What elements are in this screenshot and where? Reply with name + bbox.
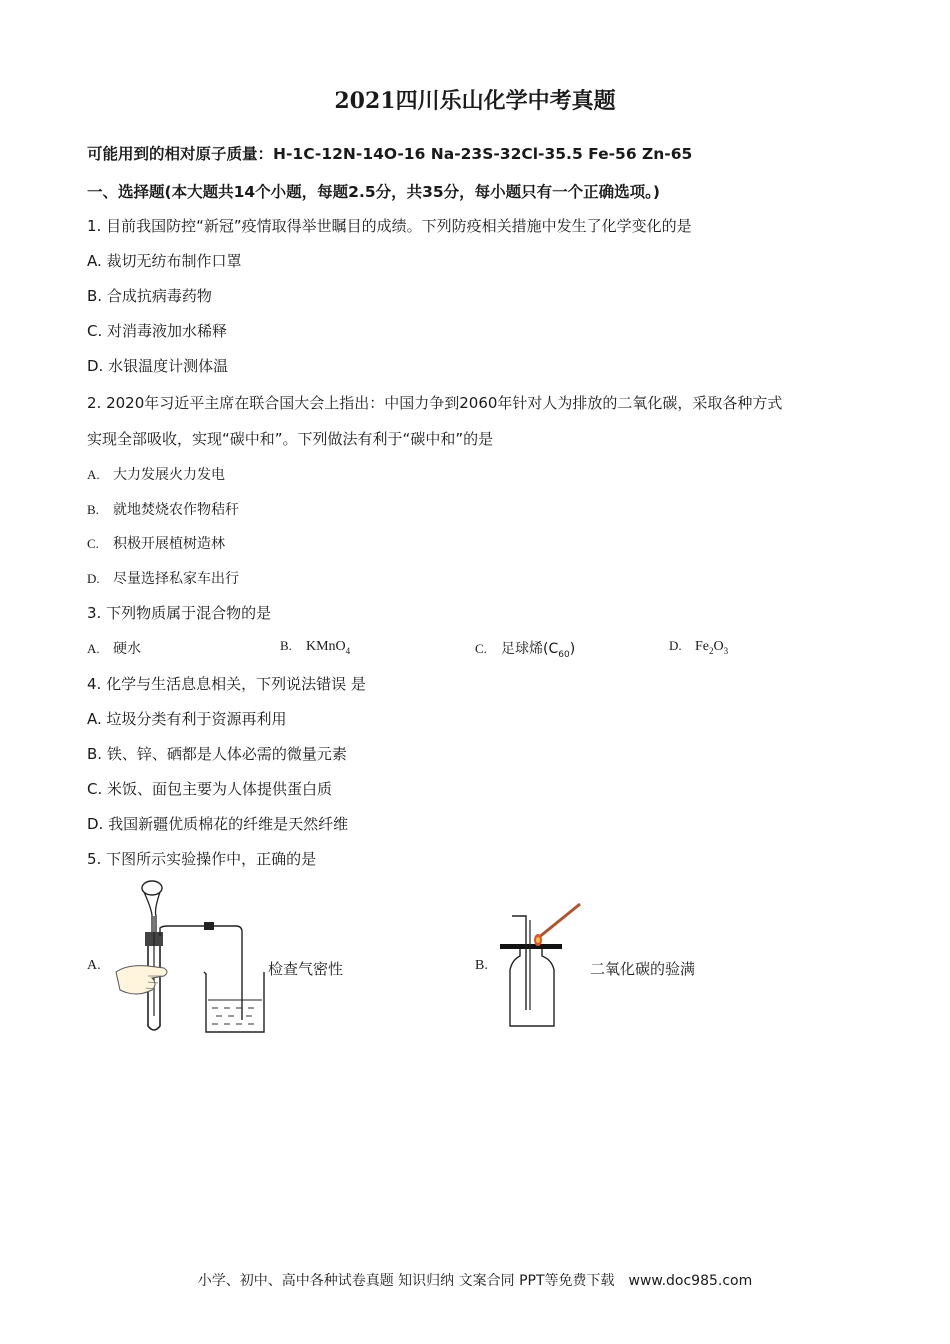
question-5-option-a-label: A. <box>87 958 101 973</box>
option-label: C. <box>87 536 99 551</box>
question-4-option-c: C. 米饭、面包主要为人体提供蛋白质 <box>87 780 333 798</box>
option-text: 大力发展火力发电 <box>113 467 225 483</box>
question-4-stem: 4. 化学与生活息息相关，下列说法错误 是 <box>87 675 366 693</box>
option-label: B. <box>280 638 292 653</box>
section-heading: 一、选择题(本大题共14个小题，每题2.5分，共35分，每小题只有一个正确选项。) <box>87 183 661 201</box>
question-2-option-c <box>87 533 225 553</box>
formula-subscript: 4 <box>345 645 351 656</box>
formula-text: O <box>713 639 724 654</box>
option-text: 硬水 <box>113 641 141 657</box>
question-3-option-b <box>280 638 350 656</box>
option-label: D. <box>87 571 100 586</box>
formula-subscript: 3 <box>723 645 729 656</box>
question-1-option-d: D. 水银温度计测体温 <box>87 357 229 375</box>
option-label: C. <box>475 641 487 656</box>
question-4-option-d: D. 我国新疆优质棉花的纤维是天然纤维 <box>87 815 349 833</box>
question-2-option-a <box>87 464 225 484</box>
question-1-stem: 1. 目前我国防控“新冠”疫情取得举世瞩目的成绩。下列防疫相关措施中发生了化学变化的是 <box>87 217 692 235</box>
footer-text: 小学、初中、高中各种试卷真题 知识归纳 文案合同 PPT等免费下载 <box>197 1273 615 1289</box>
page-title: 2021四川乐山化学中考真题 <box>334 88 616 114</box>
option-text: 积极开展植树造林 <box>113 536 225 552</box>
question-5-stem: 5. 下图所示实验操作中，正确的是 <box>87 850 317 868</box>
option-label: D. <box>669 638 682 653</box>
question-5-option-a-caption: 检查气密性 <box>268 960 344 978</box>
formula-text: Fe <box>695 639 709 654</box>
question-5-option-b-caption: 二氧化碳的验满 <box>590 960 696 978</box>
page-footer <box>0 1270 950 1290</box>
co2-collection-figure <box>490 900 590 1030</box>
atomic-mass-line: 可能用到的相对原子质量：H-1C-12N-14O-16 Na-23S-32Cl-35.5 Fe-56 Zn-65 <box>87 145 693 163</box>
option-label: B. <box>87 502 99 517</box>
formula-text: 足球烯(C <box>501 641 559 657</box>
question-1-option-c: C. 对消毒液加水稀释 <box>87 322 228 340</box>
option-text: 尽量选择私家车出行 <box>113 571 239 587</box>
question-4-option-a: A. 垃圾分类有利于资源再利用 <box>87 710 287 728</box>
footer-url[interactable]: www.doc985.com <box>628 1273 753 1289</box>
question-1-option-b: B. 合成抗病毒药物 <box>87 287 212 305</box>
question-2-stem-line1: 2. 2020年习近平主席在联合国大会上指出：中国力争到2060年针对人为排放的二氧化碳，采取各种方式 <box>87 394 783 412</box>
formula-text: KMnO <box>306 639 346 654</box>
formula-subscript: 2 <box>709 645 714 656</box>
question-2-stem-line2: 实现全部吸收，实现“碳中和”。下列做法有利于“碳中和”的是 <box>87 430 494 448</box>
question-3-option-a <box>87 638 141 658</box>
question-3-stem: 3. 下列物质属于混合物的是 <box>87 604 272 622</box>
option-label: A. <box>87 641 100 656</box>
question-1-option-a: A. 裁切无纺布制作口罩 <box>87 252 242 270</box>
option-text: 就地焚烧农作物秸秆 <box>113 502 239 518</box>
airtightness-apparatus-figure <box>108 876 268 1036</box>
question-3-option-d <box>669 638 728 656</box>
question-4-option-b: B. 铁、锌、硒都是人体必需的微量元素 <box>87 745 347 763</box>
question-2-option-b <box>87 499 239 519</box>
formula-subscript: 60 <box>558 649 570 660</box>
question-3-option-c <box>475 638 575 660</box>
option-label: A. <box>87 467 100 482</box>
question-2-option-d <box>87 568 239 588</box>
question-5-option-b-label: B. <box>475 958 488 973</box>
formula-close: ) <box>569 641 576 657</box>
